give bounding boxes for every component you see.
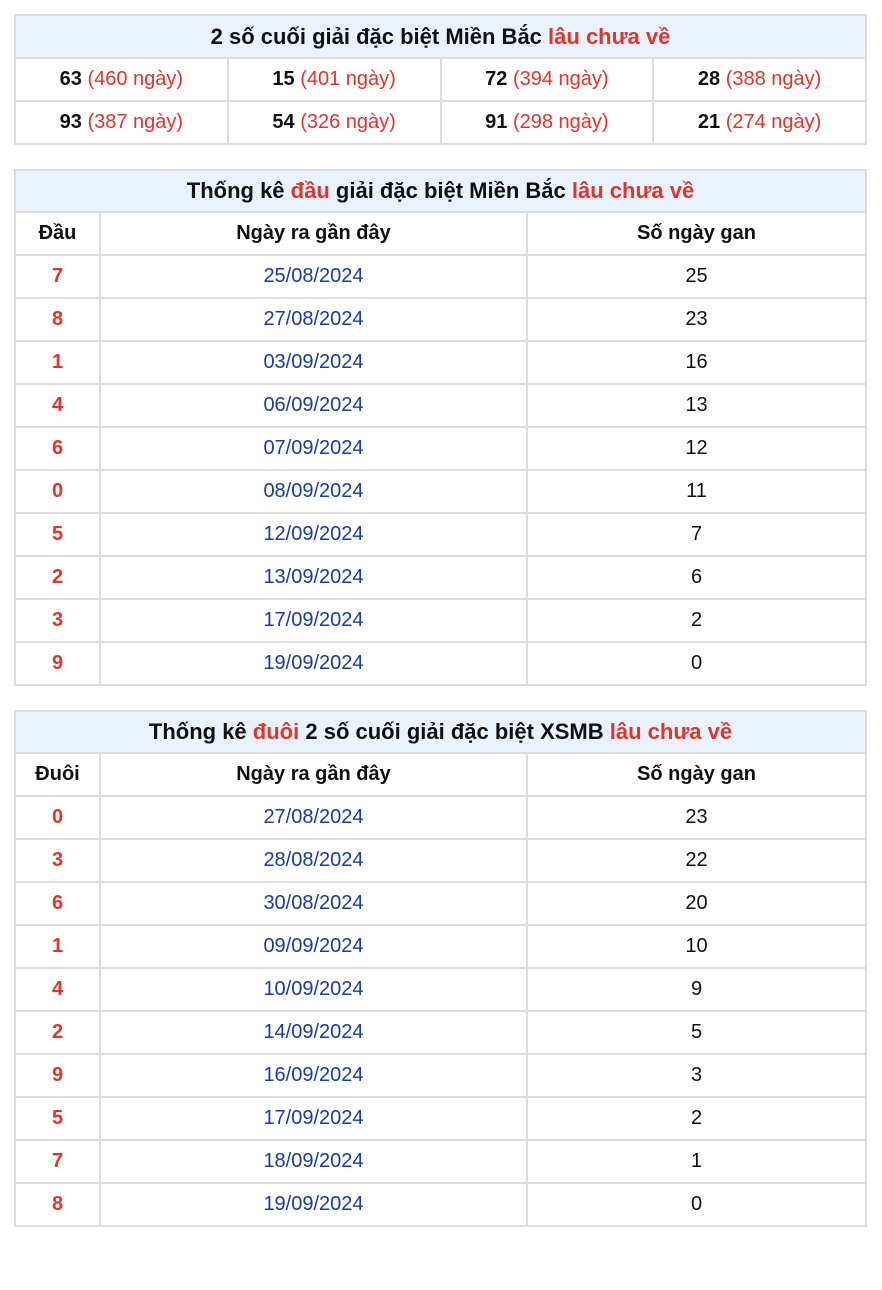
- gan-days-cell: 2: [527, 599, 866, 642]
- digit-cell: 7: [15, 255, 100, 298]
- number-cell: [653, 101, 866, 144]
- table-row: [15, 882, 866, 925]
- gan-days-cell: 16: [527, 341, 866, 384]
- date-cell: 09/09/2024: [100, 925, 527, 968]
- gan-days-cell: 0: [527, 642, 866, 685]
- column-header-date: Ngày ra gần đây: [100, 753, 527, 796]
- number-value: 93: [59, 111, 82, 133]
- digit-cell: 2: [15, 556, 100, 599]
- number-cell: [228, 101, 441, 144]
- digit-cell: 5: [15, 1097, 100, 1140]
- number-cell: [15, 58, 228, 101]
- digit-cell: 5: [15, 513, 100, 556]
- title-highlight: đuôi: [252, 719, 300, 744]
- gan-days-cell: 25: [527, 255, 866, 298]
- column-header-head: Đầu: [15, 212, 100, 255]
- table-row: [15, 341, 866, 384]
- gan-days-cell: 12: [527, 427, 866, 470]
- gan-days-cell: 23: [527, 796, 866, 839]
- date-cell: 07/09/2024: [100, 427, 527, 470]
- column-header-gan: Số ngày gan: [527, 753, 866, 796]
- table-row: [15, 796, 866, 839]
- head-digit-stats-table: [14, 169, 867, 686]
- days-value: (298 ngày): [512, 111, 609, 133]
- table-row: [15, 470, 866, 513]
- days-value: (388 ngày): [725, 68, 822, 90]
- days-value: (387 ngày): [87, 111, 184, 133]
- digit-cell: 2: [15, 1011, 100, 1054]
- column-header-gan: Số ngày gan: [527, 212, 866, 255]
- digit-cell: 8: [15, 298, 100, 341]
- tail-digit-rows: [15, 796, 866, 1226]
- date-cell: 06/09/2024: [100, 384, 527, 427]
- last-two-digits-table: [14, 14, 867, 145]
- number-value: 91: [485, 111, 508, 133]
- table-row: [15, 1054, 866, 1097]
- number-cell: [228, 58, 441, 101]
- title-text: 2 số cuối giải đặc biệt XSMB: [305, 719, 604, 744]
- digit-cell: 3: [15, 599, 100, 642]
- digit-cell: 1: [15, 925, 100, 968]
- table-row: [15, 599, 866, 642]
- number-cell: [653, 58, 866, 101]
- column-header-tail: Đuôi: [15, 753, 100, 796]
- gan-days-cell: 13: [527, 384, 866, 427]
- days-value: (401 ngày): [300, 68, 396, 90]
- date-cell: 19/09/2024: [100, 1183, 527, 1226]
- date-cell: 18/09/2024: [100, 1140, 527, 1183]
- tail-digit-stats-table: [14, 710, 867, 1227]
- table-row: [15, 839, 866, 882]
- digit-cell: 8: [15, 1183, 100, 1226]
- date-cell: 08/09/2024: [100, 470, 527, 513]
- head-digit-rows: [15, 255, 866, 685]
- days-value: (274 ngày): [725, 111, 822, 133]
- number-value: 63: [59, 68, 82, 90]
- head-digit-title: [15, 170, 866, 212]
- table-row: [15, 427, 866, 470]
- digit-cell: 1: [15, 341, 100, 384]
- digit-cell: 4: [15, 968, 100, 1011]
- gan-days-cell: 3: [527, 1054, 866, 1097]
- number-value: 15: [272, 68, 295, 90]
- table-row: [15, 384, 866, 427]
- table-row: [15, 1183, 866, 1226]
- gan-days-cell: 11: [527, 470, 866, 513]
- table-row: [15, 642, 866, 685]
- gan-days-cell: 23: [527, 298, 866, 341]
- gan-days-cell: 5: [527, 1011, 866, 1054]
- date-cell: 16/09/2024: [100, 1054, 527, 1097]
- number-value: 72: [485, 68, 508, 90]
- number-value: 21: [697, 111, 721, 133]
- gan-days-cell: 10: [527, 925, 866, 968]
- digit-cell: 0: [15, 796, 100, 839]
- digit-cell: 7: [15, 1140, 100, 1183]
- table-row: [15, 1011, 866, 1054]
- date-cell: 10/09/2024: [100, 968, 527, 1011]
- date-cell: 19/09/2024: [100, 642, 527, 685]
- title-highlight: lâu chưa về: [609, 719, 733, 744]
- gan-days-cell: 22: [527, 839, 866, 882]
- digit-cell: 6: [15, 427, 100, 470]
- title-text: Thống kê: [148, 719, 247, 744]
- date-cell: 13/09/2024: [100, 556, 527, 599]
- title-highlight: lâu chưa về: [571, 178, 695, 203]
- header-row: [15, 753, 866, 796]
- gan-days-cell: 0: [527, 1183, 866, 1226]
- date-cell: 03/09/2024: [100, 341, 527, 384]
- digit-cell: 9: [15, 1054, 100, 1097]
- date-cell: 30/08/2024: [100, 882, 527, 925]
- number-value: 54: [272, 111, 295, 133]
- digit-cell: 3: [15, 839, 100, 882]
- digit-cell: 6: [15, 882, 100, 925]
- title-highlight: đầu: [290, 178, 330, 203]
- gan-days-cell: 7: [527, 513, 866, 556]
- gan-days-cell: 9: [527, 968, 866, 1011]
- number-cell: [441, 101, 654, 144]
- digit-cell: 9: [15, 642, 100, 685]
- days-value: (394 ngày): [512, 68, 609, 90]
- date-cell: 28/08/2024: [100, 839, 527, 882]
- number-row: [15, 101, 866, 144]
- title-text: 2 số cuối giải đặc biệt Miền Bắc: [210, 23, 542, 49]
- table-row: [15, 556, 866, 599]
- date-cell: 17/09/2024: [100, 599, 527, 642]
- table-row: [15, 298, 866, 341]
- days-value: (460 ngày): [87, 68, 184, 90]
- digit-cell: 4: [15, 384, 100, 427]
- table-row: [15, 1140, 866, 1183]
- table-row: [15, 513, 866, 556]
- days-value: (326 ngày): [300, 111, 396, 133]
- column-header-date: Ngày ra gần đây: [100, 212, 527, 255]
- date-cell: 12/09/2024: [100, 513, 527, 556]
- date-cell: 27/08/2024: [100, 298, 527, 341]
- table-row: [15, 255, 866, 298]
- number-value: 28: [697, 68, 721, 90]
- header-row: [15, 212, 866, 255]
- title-text: giải đặc biệt Miền Bắc: [335, 178, 566, 203]
- date-cell: 17/09/2024: [100, 1097, 527, 1140]
- table-row: [15, 968, 866, 1011]
- gan-days-cell: 1: [527, 1140, 866, 1183]
- date-cell: 25/08/2024: [100, 255, 527, 298]
- gan-days-cell: 6: [527, 556, 866, 599]
- date-cell: 27/08/2024: [100, 796, 527, 839]
- table-row: [15, 1097, 866, 1140]
- table-row: [15, 925, 866, 968]
- tail-digit-title: [15, 711, 866, 753]
- date-cell: 14/09/2024: [100, 1011, 527, 1054]
- number-cell: [441, 58, 654, 101]
- number-cell: [15, 101, 228, 144]
- gan-days-cell: 20: [527, 882, 866, 925]
- number-row: [15, 58, 866, 101]
- last-two-digits-title: [15, 15, 866, 58]
- digit-cell: 0: [15, 470, 100, 513]
- gan-days-cell: 2: [527, 1097, 866, 1140]
- title-highlight: lâu chưa về: [548, 23, 671, 49]
- title-text: Thống kê: [186, 178, 285, 203]
